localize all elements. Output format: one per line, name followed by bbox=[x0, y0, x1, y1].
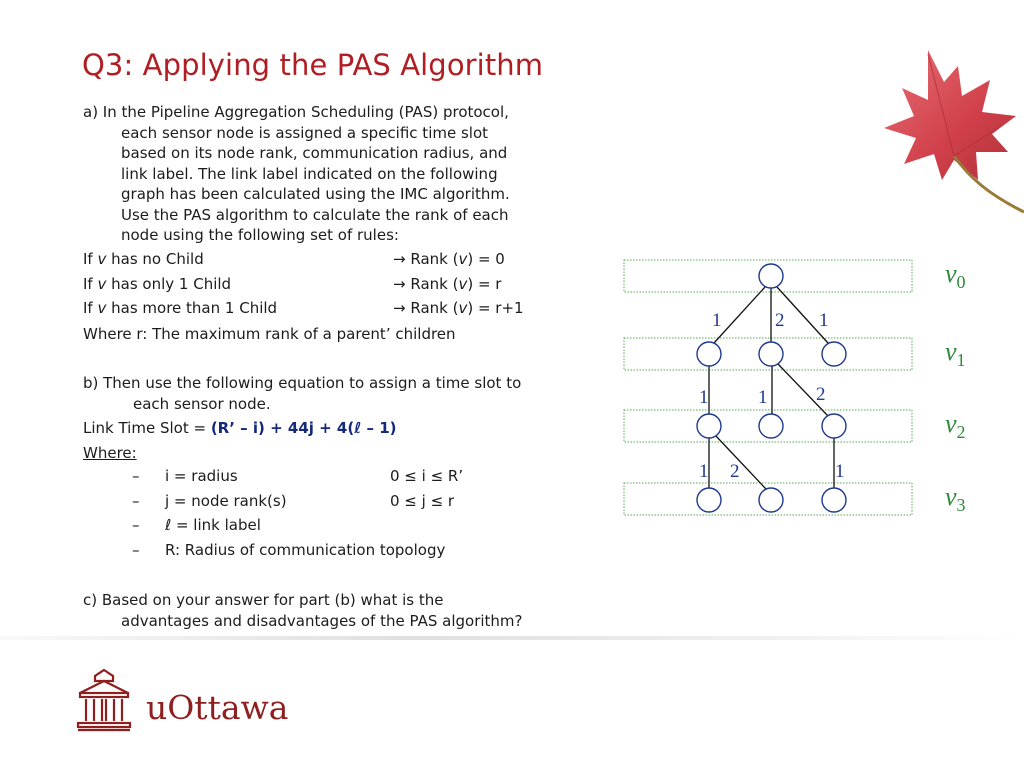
part-a-line-2: each sensor node is assigned a specific time slot bbox=[121, 123, 489, 142]
node-v1-b bbox=[759, 342, 783, 366]
arrow-icon: → bbox=[393, 274, 406, 293]
node-v0 bbox=[759, 264, 783, 288]
edge-label: 2 bbox=[775, 310, 785, 331]
node-v1-a bbox=[697, 342, 721, 366]
uottawa-logo-text: uOttawa bbox=[146, 688, 289, 727]
where-heading: Where: bbox=[83, 443, 137, 462]
maple-leaf-image bbox=[858, 30, 1024, 230]
part-a-line-5: graph has been calculated using the IMC algorithm. bbox=[121, 185, 510, 203]
level-label-v3: $v_3$ bbox=[945, 482, 966, 515]
edge-label: 1 bbox=[712, 310, 722, 331]
part-a-line-1: a) In the Pipeline Aggregation Scheduling (PAS) protocol, bbox=[83, 103, 509, 121]
edge bbox=[715, 435, 766, 489]
rank-rule-no-child: If v has no Child → Rank (v) = 0 bbox=[83, 250, 505, 268]
node-v2-c bbox=[822, 414, 846, 438]
edge-label: 1 bbox=[835, 461, 845, 482]
edge-label: 2 bbox=[816, 384, 826, 405]
edge bbox=[714, 287, 765, 343]
part-a-line-7: node using the following set of rules: bbox=[121, 226, 399, 244]
level-label-v2: $v_2$ bbox=[945, 409, 966, 442]
part-c-line-1: c) Based on your answer for part (b) what is the bbox=[83, 591, 444, 609]
university-building-icon bbox=[76, 667, 132, 733]
node-v2-a bbox=[697, 414, 721, 438]
aggregation-tree-graph bbox=[620, 252, 1000, 532]
node-v3-b bbox=[759, 488, 783, 512]
footer-divider bbox=[0, 636, 1024, 640]
where-r-note: Where r: The maximum rank of a parent’ children bbox=[83, 324, 456, 343]
edge-label: 1 bbox=[699, 461, 709, 482]
arrow-icon: → bbox=[393, 250, 406, 268]
part-c-line-2: advantages and disadvantages of the PAS algorithm? bbox=[121, 611, 523, 630]
link-time-slot-equation: Link Time Slot = (R’ – i) + 44j + 4(ℓ – 1) bbox=[83, 419, 397, 437]
level-label-v1: $v_1$ bbox=[945, 337, 966, 370]
node-v1-c bbox=[822, 342, 846, 366]
part-b-line-2: each sensor node. bbox=[133, 394, 271, 413]
arrow-icon: → bbox=[393, 299, 406, 317]
level-label-v0: $v_0$ bbox=[945, 259, 966, 292]
node-v2-b bbox=[759, 414, 783, 438]
slide-title: Q3: Applying the PAS Algorithm bbox=[82, 48, 544, 82]
part-a-line-4: link label. The link label indicated on the following bbox=[121, 164, 498, 183]
edge-label: 2 bbox=[730, 461, 740, 482]
node-v3-c bbox=[822, 488, 846, 512]
part-a-line-6: Use the PAS algorithm to calculate the rank of each bbox=[121, 205, 509, 224]
edge-label: 1 bbox=[819, 310, 829, 331]
rank-rule-multi-child: If v has more than 1 Child → Rank (v) = r+1 bbox=[83, 299, 524, 317]
edge-label: 1 bbox=[758, 387, 768, 408]
node-v3-a bbox=[697, 488, 721, 512]
part-b-line-1: b) Then use the following equation to assign a time slot to bbox=[83, 374, 522, 392]
slot-formula: (R’ – i) + 44j + 4(ℓ – 1) bbox=[210, 419, 397, 437]
part-a-line-3: based on its node rank, communication radius, and bbox=[121, 144, 508, 162]
rank-rule-one-child: If v has only 1 Child → Rank (v) = r bbox=[83, 274, 502, 293]
edge-label: 1 bbox=[699, 387, 709, 408]
